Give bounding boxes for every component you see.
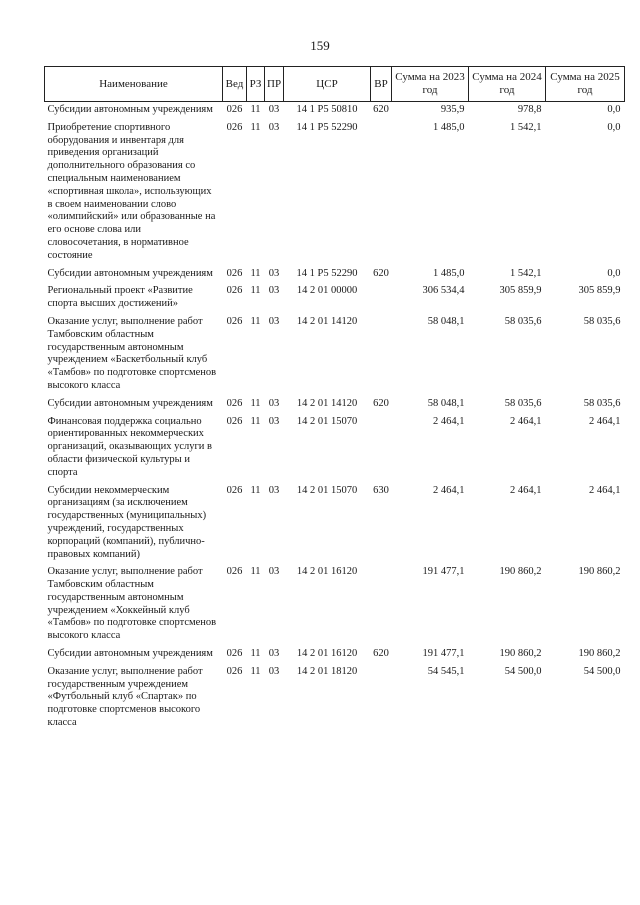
row-ved: 026 — [226, 104, 243, 115]
row-vr — [371, 564, 392, 646]
column-header-sum-2024: Сумма на 2024 год — [469, 67, 546, 102]
row-ved: 026 — [226, 397, 243, 409]
row-ved: 026 — [226, 315, 243, 327]
row-vr: 620 — [373, 648, 389, 660]
row-rz: 11 — [250, 415, 261, 427]
row-pr: 03 — [268, 397, 280, 409]
column-header-sum-2025: Сумма на 2025 год — [546, 67, 625, 102]
row-sum-2024: 58 035,6 — [504, 315, 542, 327]
table-row — [45, 564, 625, 646]
row-sum-2024: 2 464,1 — [510, 415, 542, 427]
row-sum-2023: 191 477,1 — [422, 648, 465, 660]
row-sum-2024: 1 542,1 — [510, 267, 542, 279]
row-vr: 620 — [373, 104, 389, 115]
row-rz: 11 — [250, 397, 261, 409]
column-header-vr: ВР — [371, 67, 392, 102]
row-pr: 03 — [268, 648, 280, 660]
table-row — [45, 283, 625, 314]
row-sum-2025: 190 860,2 — [578, 648, 621, 660]
row-sum-2025: 58 035,6 — [583, 397, 621, 409]
row-sum-2023: 1 485,0 — [433, 267, 465, 279]
row-pr: 03 — [268, 121, 280, 133]
row-sum-2025: 2 464,1 — [589, 415, 621, 427]
row-sum-2024: 190 860,2 — [499, 648, 542, 660]
row-ved: 026 — [226, 665, 243, 677]
row-name: Субсидии автономным учреждениям — [47, 648, 213, 660]
table-row — [45, 102, 625, 120]
row-vr — [371, 283, 392, 314]
row-pr: 03 — [268, 104, 280, 115]
row-ved: 026 — [226, 285, 243, 297]
row-sum-2023: 2 464,1 — [433, 484, 465, 496]
row-sum-2024: 54 500,0 — [504, 665, 542, 677]
column-header-pr: ПР — [265, 67, 284, 102]
row-pr: 03 — [268, 315, 280, 327]
row-name: Финансовая поддержка социально ориентированных некоммерческих организаций, оказывающих услуги в области физической культуры и спорта — [47, 415, 212, 478]
row-pr: 03 — [268, 566, 280, 578]
row-sum-2024: 1 542,1 — [510, 121, 542, 133]
row-rz: 11 — [250, 104, 261, 115]
row-ved: 026 — [226, 566, 243, 578]
row-pr: 03 — [268, 665, 280, 677]
row-csr: 14 2 01 00000 — [296, 285, 358, 297]
row-sum-2025: 0,0 — [607, 267, 621, 279]
column-header-rz: РЗ — [247, 67, 265, 102]
row-vr — [371, 414, 392, 483]
row-csr: 14 1 P5 52290 — [296, 121, 358, 133]
row-pr: 03 — [268, 415, 280, 427]
row-csr: 14 2 01 15070 — [296, 484, 358, 496]
row-name: Оказание услуг, выполнение работ Тамбовским областным государственным автономным учреждением «Баскетбольный клуб «Тамбов» по подготовке спортсменов высокого класса — [47, 315, 217, 391]
table-header-row — [45, 67, 625, 102]
row-pr: 03 — [268, 484, 280, 496]
row-csr: 14 2 01 18120 — [296, 665, 358, 677]
table-row — [45, 414, 625, 483]
row-csr: 14 1 P5 50810 — [296, 104, 358, 115]
row-sum-2024: 978,8 — [517, 104, 542, 115]
row-name: Приобретение спортивного оборудования и инвентаря для приведения организаций дополнительного образования со специальным наименованием «спортивная школа», использующих в своем наименовании слово «олимпийский» или образованные на его основе слова или словосочетания, в нормативное состояние — [47, 121, 216, 261]
row-sum-2025: 305 859,9 — [578, 285, 621, 297]
table-row — [45, 314, 625, 396]
row-ved: 026 — [226, 648, 243, 660]
row-sum-2025: 0,0 — [607, 104, 621, 115]
row-vr — [371, 664, 392, 733]
row-sum-2025: 190 860,2 — [578, 566, 621, 578]
row-name: Субсидии автономным учреждениям — [47, 104, 213, 115]
page-number: 159 — [310, 38, 330, 53]
table-row — [45, 120, 625, 266]
row-sum-2023: 935,9 — [440, 104, 465, 115]
row-pr: 03 — [268, 267, 280, 279]
row-rz: 11 — [250, 665, 261, 677]
row-sum-2023: 306 534,4 — [422, 285, 465, 297]
row-ved: 026 — [226, 484, 243, 496]
row-vr: 620 — [373, 397, 389, 409]
table-body — [45, 102, 625, 733]
column-header-csr: ЦСР — [284, 67, 371, 102]
row-csr: 14 2 01 14120 — [296, 397, 358, 409]
row-csr: 14 2 01 15070 — [296, 415, 358, 427]
row-sum-2023: 54 545,1 — [427, 665, 465, 677]
row-sum-2024: 305 859,9 — [499, 285, 542, 297]
row-sum-2023: 58 048,1 — [427, 397, 465, 409]
row-rz: 11 — [250, 648, 261, 660]
row-csr: 14 2 01 16120 — [296, 566, 358, 578]
row-sum-2023: 2 464,1 — [433, 415, 465, 427]
row-sum-2024: 190 860,2 — [499, 566, 542, 578]
row-vr: 620 — [373, 267, 389, 279]
table-row — [45, 396, 625, 414]
row-sum-2024: 2 464,1 — [510, 484, 542, 496]
row-sum-2025: 2 464,1 — [589, 484, 621, 496]
table-row — [45, 664, 625, 733]
column-header-name: Наименование — [45, 67, 223, 102]
table-row — [45, 646, 625, 664]
row-csr: 14 1 P5 52290 — [296, 267, 358, 279]
table-row — [45, 266, 625, 284]
row-rz: 11 — [250, 484, 261, 496]
row-name: Субсидии автономным учреждениям — [47, 267, 213, 279]
row-vr — [371, 314, 392, 396]
row-ved: 026 — [226, 415, 243, 427]
row-pr: 03 — [268, 285, 280, 297]
row-csr: 14 2 01 16120 — [296, 648, 358, 660]
row-name: Субсидии автономным учреждениям — [47, 397, 213, 409]
row-vr: 630 — [373, 484, 389, 496]
row-sum-2024: 58 035,6 — [504, 397, 542, 409]
row-sum-2023: 58 048,1 — [427, 315, 465, 327]
row-name: Региональный проект «Развитие спорта высших достижений» — [47, 285, 193, 310]
row-sum-2025: 0,0 — [607, 121, 621, 133]
budget-table — [44, 66, 625, 733]
row-ved: 026 — [226, 121, 243, 133]
row-name: Субсидии некоммерческим организациям (за исключением государственных (муниципальных) учреждений, государственных корпораций (компаний), публично-правовых компаний) — [47, 484, 207, 560]
row-rz: 11 — [250, 315, 261, 327]
row-ved: 026 — [226, 267, 243, 279]
row-rz: 11 — [250, 267, 261, 279]
row-vr — [371, 120, 392, 266]
column-header-sum-2023: Сумма на 2023 год — [392, 67, 469, 102]
row-sum-2025: 54 500,0 — [583, 665, 621, 677]
row-sum-2023: 191 477,1 — [422, 566, 465, 578]
row-sum-2025: 58 035,6 — [583, 315, 621, 327]
column-header-ved: Вед — [223, 67, 247, 102]
row-name: Оказание услуг, выполнение работ Тамбовским областным государственным автономным учреждением «Хоккейный клуб «Тамбов» по подготовке спортсменов высокого класса — [47, 566, 217, 642]
row-sum-2023: 1 485,0 — [433, 121, 465, 133]
row-rz: 11 — [250, 566, 261, 578]
row-name: Оказание услуг, выполнение работ государственным учреждением «Футбольный клуб «Спартак» по подготовке спортсменов высокого класса — [47, 665, 203, 729]
row-rz: 11 — [250, 121, 261, 133]
table-row — [45, 483, 625, 565]
row-rz: 11 — [250, 285, 261, 297]
row-csr: 14 2 01 14120 — [296, 315, 358, 327]
